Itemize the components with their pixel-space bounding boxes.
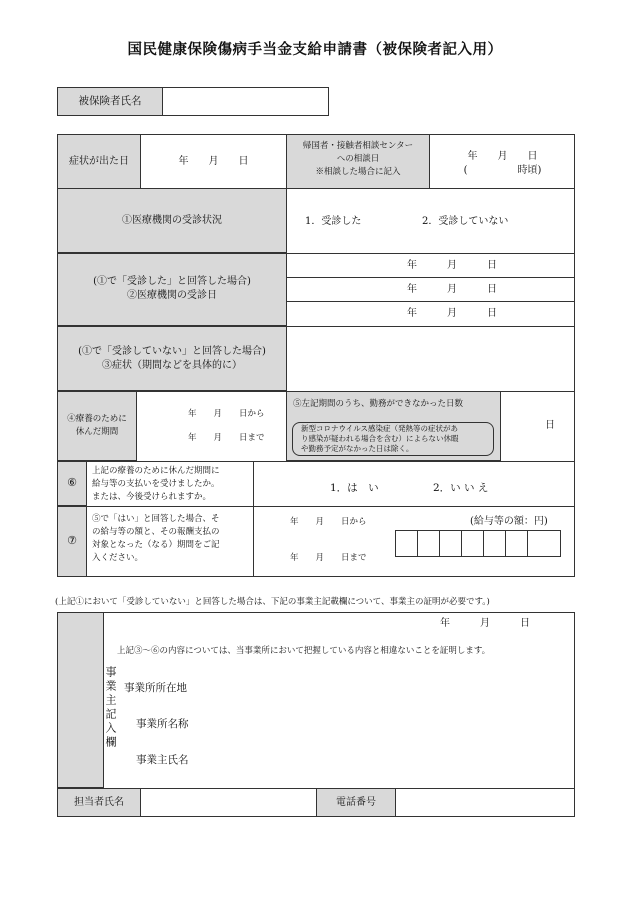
employer-address-field[interactable] [210,676,565,698]
q7-amount-label: (給与等の額：円) [470,516,548,527]
employer-name-field[interactable] [210,712,565,734]
q2-date-3[interactable]: 年 月 日 [407,308,497,319]
contact-person-field[interactable] [141,789,316,816]
insured-name-field[interactable] [162,87,329,116]
employer-date[interactable]: 年 月 日 [440,618,530,629]
onset-date-field[interactable]: 年 月 日 [140,134,287,189]
q3-symptom-field[interactable] [287,327,574,390]
q1-option-visited[interactable]: 1．受診した [305,216,362,227]
q7-from[interactable]: 年 月 日から [290,517,367,527]
contact-phone-label: 電話番号 [316,788,396,817]
q6-option-yes[interactable]: 1．は い [330,482,379,494]
employer-side-label: 事業主記入欄 [57,612,104,788]
amount-digit-box[interactable] [439,530,462,557]
amount-digit-box[interactable] [461,530,484,557]
q3-label: (①で「受診していない」と回答した場合) ③症状（期間などを具体的に） [57,326,287,391]
employer-note: (上記①において「受診していない」と回答した場合は、下記の事業主記載欄について、事業主の証明が必要です。) [55,597,490,607]
q7-text-2: の給与等の額と、その報酬支払の [92,527,220,537]
employer-certify: 上記③～⑥の内容については、当事業所において把握している内容と相違ないことを証明します。 [117,646,491,656]
q7-text-3: 対象となった（なる）期間をご記 [92,540,220,550]
amount-digit-box[interactable] [395,530,418,557]
amount-digit-box[interactable] [505,530,528,557]
q2-date-2[interactable]: 年 月 日 [407,284,497,295]
onset-label: 症状が出た日 [57,134,141,189]
q7-text-4: 入ください。 [92,553,144,563]
contact-phone-field[interactable] [396,789,574,816]
q5-label: ⑤左記期間のうち、勤務ができなかった日数 新型コロナウイルス感染症（発熱等の症状があ り感染が疑われる場合を含む）によらない休暇 や勤務予定がなかった日は除く。 [286,391,501,461]
q6-text-3: または、今後受けられますか。 [92,492,212,502]
amount-digit-box[interactable] [417,530,440,557]
q4-to[interactable]: 年 月 日まで [188,433,265,443]
q1-option-not-visited[interactable]: 2．受診していない [422,216,509,227]
employer-address-label: 事業所所在地 [124,682,187,694]
insured-name-label: 被保険者氏名 [57,87,163,116]
q7-number: ⑦ [57,506,87,577]
contact-person-label: 担当者氏名 [57,788,141,817]
amount-digit-box[interactable] [527,530,550,557]
q6-text-1: 上記の療養のために休んだ期間に [92,466,220,476]
q6-number: ⑥ [57,461,87,506]
q6-text-2: 給与等の支払いを受けましたか。 [92,479,220,489]
consult-date[interactable]: 年 月 日 [467,151,538,162]
q7-to[interactable]: 年 月 日まで [290,553,367,563]
consult-label: 帰国者・接触者相談センター への相談日 ※相談した場合に記入 [286,134,430,189]
employer-owner-field[interactable] [210,748,565,770]
amount-digit-edge [549,530,561,557]
employer-owner-label: 事業主氏名 [136,754,189,766]
employer-name-label: 事業所名称 [136,718,189,730]
consult-time[interactable]: ( 時頃) [463,165,542,176]
q4-from[interactable]: 年 月 日から [188,409,265,419]
q5-days-unit[interactable]: 日 [545,420,555,431]
q7-text-1: ⑤で「はい」と回答した場合、そ [92,514,220,524]
form-title: 国民健康保険傷病手当金支給申請書（被保険者記入用） [127,41,503,58]
q1-label: ①医療機関の受診状況 [57,188,287,253]
q6-option-no[interactable]: 2．い い え [433,482,489,494]
amount-digit-box[interactable] [483,530,506,557]
q2-date-1[interactable]: 年 月 日 [407,260,497,271]
q2-label: (①で「受診した」と回答した場合) ②医療機関の受診日 [57,253,287,326]
q4-label: ④療養のために 休んだ期間 [57,391,137,461]
